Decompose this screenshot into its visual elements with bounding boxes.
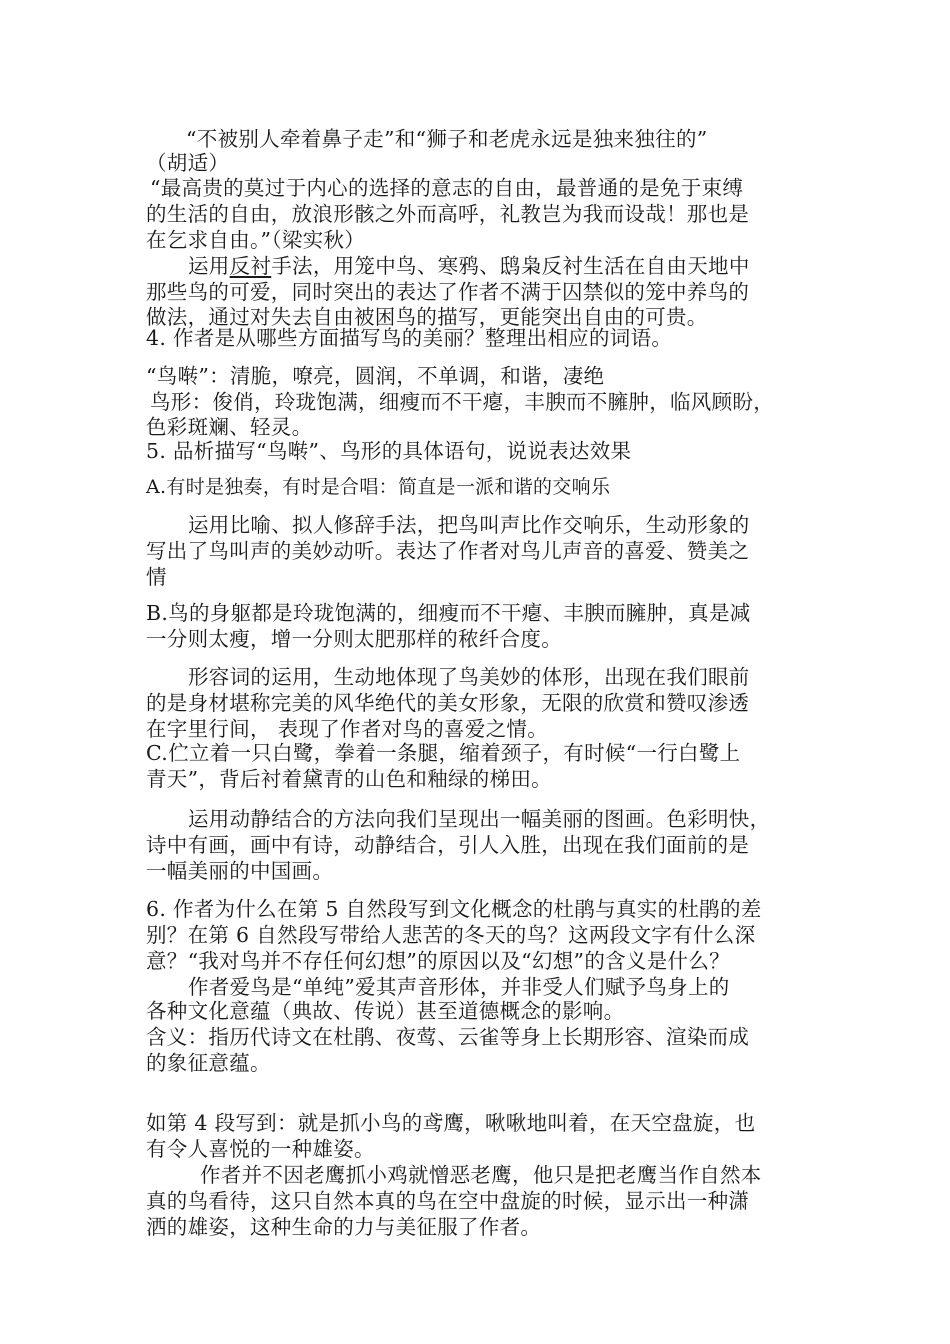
text-line: 鸟形：俊俏，玲珑饱满，细瘦而不干瘪，丰腴而不臃肿，临风顾盼，	[150, 390, 774, 414]
underlined-term: 反衬	[229, 254, 272, 278]
text-line: 在乞求自由。”（梁实秋）	[146, 228, 366, 252]
text-line: 作者并不因老鹰抓小鸡就憎恶老鹰，他只是把老鹰当作自然本	[200, 1163, 762, 1187]
text-line: 如第 4 段写到：就是抓小鸟的鸢鹰，啾啾地叫着，在天空盘旋，也	[146, 1111, 756, 1135]
text-line: 真的鸟看待，这只自然本真的鸟在空中盘旋的时候，显示出一种潇	[146, 1189, 750, 1213]
text-line: 别？在第 6 自然段写带给人悲苦的冬天的鸟？这两段文字有什么深	[146, 923, 756, 947]
question-heading: 6. 作者为什么在第 5 自然段写到文化概念的杜鹃与真实的杜鹃的差	[146, 897, 762, 921]
text-line: 色彩斑斓、轻灵。	[146, 415, 313, 439]
text-line: 形容词的运用，生动地体现了鸟美妙的体形，出现在我们眼前	[188, 665, 750, 689]
text-line: 作者爱鸟是“单纯”爱其声音形体，并非受人们赋予鸟身上的	[188, 975, 730, 999]
text-line: 运用动静结合的方法向我们呈现出一幅美丽的图画。色彩明快，	[188, 807, 771, 831]
question-heading: 5. 品析描写“鸟啭”、鸟形的具体语句，说说表达效果	[146, 439, 632, 463]
text-line: 各种文化意蕴（典故、传说）甚至道德概念的影响。	[146, 999, 625, 1023]
text-line-with-underline	[188, 253, 750, 279]
text-line: 写出了鸟叫声的美妙动听。表达了作者对鸟儿声音的喜爱、赞美之	[146, 539, 750, 563]
text-line: 在字里行间， 表现了作者对鸟的喜爱之情。	[146, 717, 549, 741]
text-line: 诗中有画，画中有诗，动静结合，引人入胜，出现在我们面前的是	[146, 833, 750, 857]
question-heading: 4. 作者是从哪些方面描写鸟的美丽？整理出相应的词语。	[146, 326, 673, 350]
text-span: 运用	[188, 254, 230, 278]
text-line: “不被别人牵着鼻子走”和“狮子和老虎永远是独来独往的”	[186, 127, 708, 151]
text-line: “鸟啭”：清脆，嘹亮，圆润，不单调，和谐，凄绝	[146, 364, 605, 388]
text-line: 做法，通过对失去自由被困鸟的描写，更能突出自由的可贵。	[146, 305, 708, 329]
text-line: A.有时是独奏，有时是合唱：简直是一派和谐的交响乐	[146, 476, 611, 498]
text-line: 洒的雄姿，这种生命的力与美征服了作者。	[146, 1215, 542, 1239]
text-line: C.伫立着一只白鹭，拳着一条腿，缩着颈子，有时候“一行白鹭上	[146, 741, 741, 765]
text-line: 的象征意蕴。	[146, 1051, 271, 1075]
text-line: 那些鸟的可爱，同时突出的表达了作者不满于囚禁似的笼中养鸟的	[146, 280, 750, 304]
text-line: 青天”，背后衬着黛青的山色和釉绿的梯田。	[146, 767, 552, 791]
text-line: 的生活的自由，放浪形骸之外而高呼，礼教岂为我而设哉！那也是	[146, 202, 750, 226]
text-line: 一分则太瘦，增一分则太肥那样的秾纤合度。	[146, 627, 562, 651]
text-line: B.鸟的身躯都是玲珑饱满的，细瘦而不干瘪、丰腴而臃肿，真是减	[146, 601, 751, 625]
text-line: 含义：指历代诗文在杜鹃、夜莺、云雀等身上长期形容、渲染而成	[146, 1025, 750, 1049]
text-line: 运用比喻、拟人修辞手法，把鸟叫声比作交响乐，生动形象的	[188, 513, 750, 537]
text-line: “最高贵的莫过于内心的选择的意志的自由，最普通的是免于束缚	[150, 176, 744, 200]
text-line: 有令人喜悦的一种雄姿。	[146, 1137, 375, 1161]
text-line: 的是身材堪称完美的风华绝代的美女形象，无限的欣赏和赞叹渗透	[146, 691, 750, 715]
text-span: 手法，用笼中鸟、寒鸦、鸱枭反衬生活在自由天地中	[271, 254, 750, 278]
text-line: 情	[146, 565, 167, 589]
text-line: 意？“我对鸟并不存任何幻想”的原因以及“幻想”的含义是什么？	[146, 949, 730, 973]
text-line: 一幅美丽的中国画。	[146, 859, 334, 883]
text-line: （胡适）	[146, 151, 230, 175]
